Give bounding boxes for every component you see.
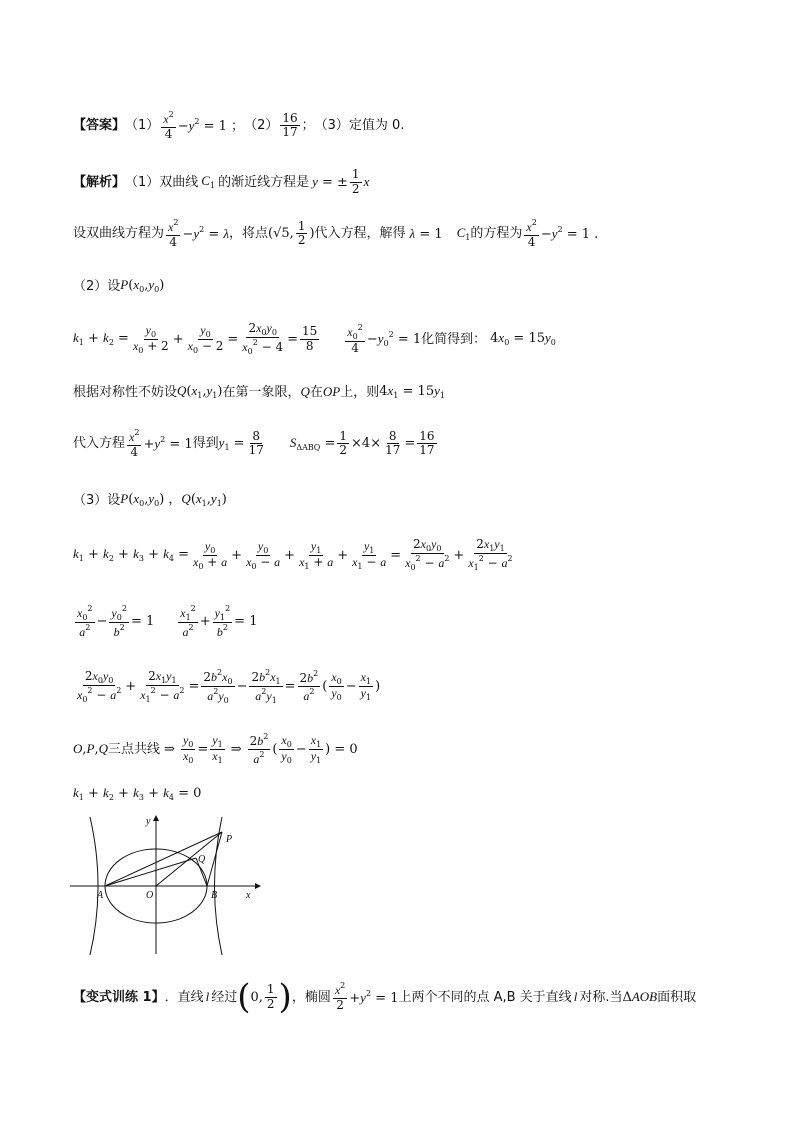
collinear-equation: O,P,Q 三点共线 ⇒ $\frac{y_0}{x_0}$ = $\frac{y_1}{x_1}$ ⇒ $2b^2$ $a^2$ ( $x_0$ $y_0$ − $\frac{x_1}{y_1}$ ) = 0 bbox=[73, 732, 358, 766]
answer-part1-label: （1） bbox=[125, 118, 160, 134]
simplification-equation: $2x_0y_0$ $x_0^2 - a^2$ + $\frac{2x_1y_1}{x_1^2 - a^2}$ = $\frac{2b^2x_0}{a^2y_0}$ − $\frac{2b^2x_1}{a^2y_1}$ = $\frac{2b^2}{a^2}$ ( $x_0$ $y_0$ − $\frac{x_1}{y_1}$ ) bbox=[77, 668, 381, 706]
analysis-text-3: 设双曲线方程为 bbox=[73, 226, 165, 242]
formula-area-answer: 16 17 bbox=[282, 110, 298, 140]
label-O: O bbox=[146, 890, 154, 901]
formula-hyperbola-lambda: $x^2$ 4 bbox=[168, 218, 179, 249]
analysis-text-14: 三点共线 bbox=[108, 741, 161, 757]
exercise-text-4: 上两个不同的点 A,B 关于直线 bbox=[398, 989, 572, 1005]
line-AQ bbox=[105, 858, 196, 886]
exercise-text-5: 对称.当 bbox=[579, 989, 623, 1005]
analysis-text-11: 上，则 bbox=[340, 384, 380, 400]
analysis-text-6: 的方程为 bbox=[470, 226, 523, 242]
analysis-line-1: 【解析】 （1）双曲线 $C_1$ 的渐近线方程是 y = ± $\frac{1}{2}$ x bbox=[73, 167, 370, 196]
label-Q: Q bbox=[198, 854, 206, 865]
answer-line: 【答案】 （1） $x^2$ 4 $-y^2 = 1$ ； （2） 16 17 ； （3）定值为 0. bbox=[73, 110, 405, 141]
formula-hyperbola-final: $x^2$ 4 bbox=[526, 218, 537, 249]
exercise-line: 【变式训练 1】 ．直线 l 经过 ( 0, 1 2 ) ，椭圆 $x^2$ 2 $+y^2 = 1$ 上两个不同的点 A,B 关于直线 l 对称.当 ΔAOB 面积取 bbox=[73, 977, 697, 1017]
answer-part2-label: （2） bbox=[244, 118, 279, 134]
analysis-text-8: 根据对称性不妨设 bbox=[73, 384, 178, 400]
exercise-text-3: ，椭圆 bbox=[291, 989, 331, 1005]
ellipse-hyperbola-figure bbox=[70, 812, 270, 957]
part2-line: （2）设 $P(x_0,y_0)$ bbox=[73, 277, 165, 294]
label-B: B bbox=[211, 890, 218, 901]
analysis-text-9: 在第一象限， bbox=[222, 384, 301, 400]
part3-sum-equation: $k_1 + k_2 + k_3 + k_4$ = $\frac{y_0}{x_0 + a}$ + $\frac{y_0}{x_0 - a}$ + $\frac{y_1}{x_1 + a}$ + $\frac{y_1}{x_1 - a}$ = $\frac{2x_0y_0}{x_0^2 - a^2}$ + $\frac{2x_1y_1}{x_1^2 - a^2}$ bbox=[73, 537, 513, 573]
part3-line: （3）设 $P(x_0,y_0)$ ，$Q(x_1,y_1)$ bbox=[73, 491, 227, 508]
analysis-text-5: 代入方程，解得 bbox=[314, 226, 406, 242]
analysis-line-2: 设双曲线方程为 $x^2$ 4 $-y^2 = \lambda$ ，将点 (√5, 1 2 ) 代入方程，解得 λ = 1 $C_1$ 的方程为 $x^2$ 4 $-y^2 = 1$ . bbox=[73, 218, 599, 249]
part3-label: （3）设 bbox=[73, 492, 121, 508]
analysis-text-2: 的渐近线方程是 bbox=[218, 174, 310, 190]
exercise-text-1: ．直线 bbox=[164, 989, 204, 1005]
formula-asymptote: $\frac{1}{2}$ bbox=[351, 167, 360, 196]
symmetry-line: 根据对称性不妨设 $Q(x_1,y_1)$ 在第一象限， Q 在 OP 上，则 $4x_1 = 15y_1$ bbox=[73, 383, 445, 400]
analysis-tag: 【解析】 bbox=[73, 174, 126, 190]
conic-equations: $x_0^2$ $a^2$ − $\frac{y_0^2}{b^2}$ = 1 $x_1^2$ $a^2$ + $\frac{y_1^2}{b^2}$ = 1 bbox=[77, 604, 258, 640]
line-OP bbox=[156, 832, 222, 886]
label-x: x bbox=[246, 890, 251, 901]
label-y: y bbox=[146, 816, 151, 827]
substitution-line: 代入方程 $x^2$ 4 $+y^2 = 1$ 得到 $y_1$ = $\frac{8}{17}$ $S_{\Delta ABQ}$ = $\frac{1}{2}$ ×4× $\frac{8}{17}$ = $\frac{16}{17}$ bbox=[73, 428, 435, 459]
exercise-tag: 【变式训练 1】 bbox=[73, 989, 165, 1005]
analysis-text-4: ，将点 bbox=[229, 226, 269, 242]
answer-part3: （3）定值为 0. bbox=[314, 118, 405, 134]
exercise-text-2: 经过 bbox=[211, 989, 238, 1005]
analysis-text-13: 得到 bbox=[192, 436, 219, 452]
label-P: P bbox=[226, 834, 233, 845]
formula-point: 1 2 bbox=[297, 218, 306, 248]
analysis-text-7: 化简得到： bbox=[421, 331, 487, 347]
part2-label: （2）设 bbox=[73, 278, 121, 294]
exercise-text-6: 面积取 bbox=[657, 989, 697, 1005]
label-A: A bbox=[97, 890, 104, 901]
analysis-text-12: 代入方程 bbox=[73, 436, 126, 452]
part2-equation: $k_1 + k_2$ = $\frac{y_0}{x_0 + 2}$ + $\frac{y_0}{x_0 - 2}$ = $\frac{2x_0y_0}{x_0^2 - 4}$ = $\frac{15}{8}$ $x_0^2$ 4 $-y_0^2 = 1$ 化简得到： $4x_0 = 15y_0$ bbox=[73, 321, 556, 357]
final-result: $k_1 + k_2 + k_3 + k_4 = 0$ bbox=[73, 785, 202, 802]
analysis-text-10: 在 bbox=[309, 384, 323, 400]
formula-hyperbola-answer: $x^2$ 4 bbox=[163, 110, 174, 141]
analysis-text-1: （1）双曲线 bbox=[125, 174, 199, 190]
answer-tag: 【答案】 bbox=[73, 118, 126, 134]
